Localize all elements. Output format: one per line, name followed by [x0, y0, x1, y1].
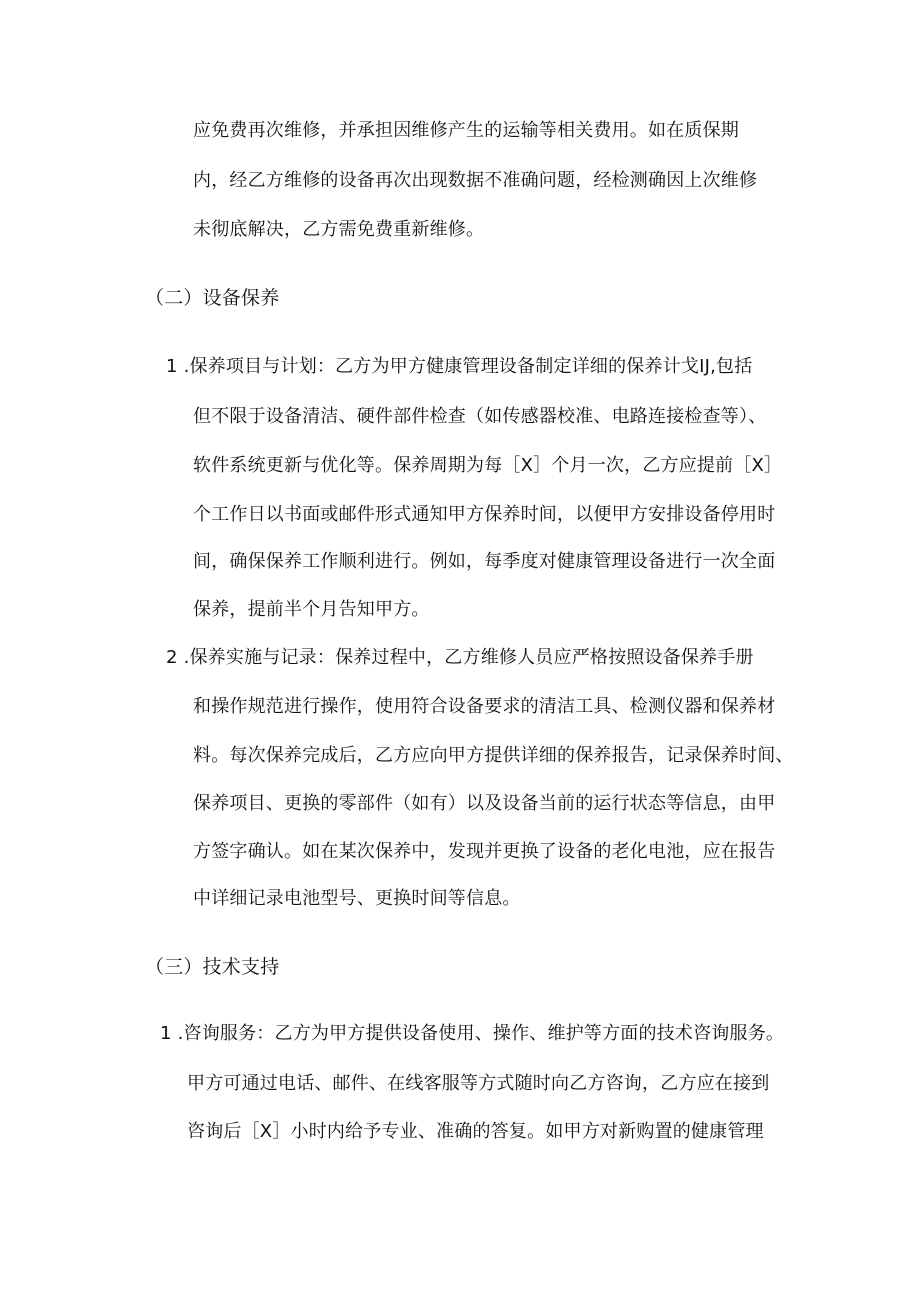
- section-heading-technical-support: （三）技术支持: [145, 956, 280, 978]
- text-line: 中详细记录电池型号、更换时间等信息。: [193, 888, 521, 909]
- text-line: 保养项目、更换的零部件（如有）以及设备当前的运行状态等信息，由甲: [193, 793, 776, 814]
- text-line: 甲方可通过电话、邮件、在线客服等方式随时向乙方咨询，乙方应在接到: [187, 1073, 770, 1094]
- text-line: 和操作规范进行操作，使用符合设备要求的清洁工具、检测仪器和保养材: [193, 696, 776, 717]
- text-line: 2 .保养实施与记录：保养过程中，乙方维修人员应严格按照设备保养手册: [166, 647, 754, 668]
- text-line: 软件系统更新与优化等。保养周期为每［X］个月一次，乙方应提前［X］: [193, 455, 783, 476]
- text-line: 方签字确认。如在某次保养中，发现并更换了设备的老化电池，应在报告: [193, 841, 776, 862]
- text-line: 保养，提前半个月告知甲方。: [193, 599, 430, 620]
- text-line: 个工作日以书面或邮件形式通知甲方保养时间，以便甲方安排设备停用时: [193, 504, 776, 525]
- section-heading-equipment-maintenance: （二）设备保养: [145, 287, 280, 309]
- text-line: 间，确保保养工作顺利进行。例如，每季度对健康管理设备进行一次全面: [193, 551, 776, 572]
- text-line: 但不限于设备清洁、硬件部件检查（如传感器校准、电路连接检查等）、: [193, 406, 767, 427]
- text-line: 1 .保养项目与计划：乙方为甲方健康管理设备制定详细的保养计戈IJ,包括: [166, 356, 753, 377]
- text-line: 内，经乙方维修的设备再次出现数据不准确问题，经检测确因上次维修: [193, 170, 758, 191]
- text-line: 料。每次保养完成后，乙方应向甲方提供详细的保养报告，记录保养时间、: [193, 745, 794, 766]
- text-line: 未彻底解决，乙方需免费重新维修。: [193, 219, 485, 240]
- text-line: 应免费再次维修，并承担因维修产生的运输等相关费用。如在质保期: [193, 120, 739, 141]
- text-line: 1 .咨询服务：乙方为甲方提供设备使用、操作、维护等方面的技术咨询服务。: [160, 1023, 785, 1044]
- text-line: 咨询后［X］小时内给予专业、准确的答复。如甲方对新购置的健康管理: [187, 1121, 764, 1142]
